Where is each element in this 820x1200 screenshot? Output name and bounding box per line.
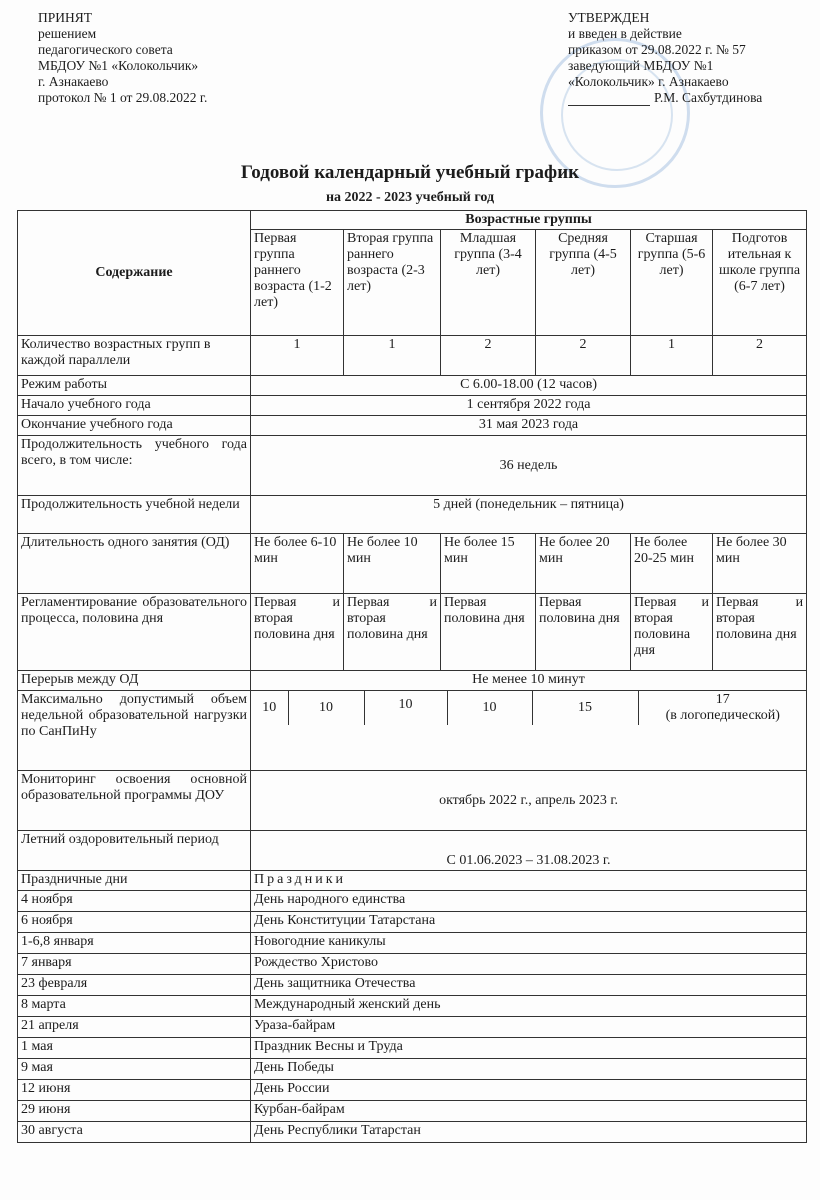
cell-value: Первая и вторая половина дня: [713, 594, 807, 671]
table-row-holidays-header: [18, 871, 807, 891]
cell-value: Первая половина дня: [441, 594, 536, 671]
row-label: Праздничные дни: [18, 871, 251, 891]
holiday-row: [18, 912, 807, 933]
approval-left-line: решением: [38, 26, 97, 41]
table-row: [18, 691, 807, 771]
holiday-name: Международный женский день: [251, 996, 807, 1017]
table-row: [18, 416, 807, 436]
holiday-date: 4 ноября: [18, 891, 251, 912]
table-row: [18, 771, 807, 831]
cell-value: 1: [251, 336, 344, 376]
holiday-name: День Республики Татарстан: [251, 1122, 807, 1143]
holiday-row: [18, 1080, 807, 1101]
cell-value: Первая и вторая половина дня: [344, 594, 441, 671]
cell-value: 1: [344, 336, 441, 376]
cell-value: 10: [447, 691, 532, 725]
approval-left-line: г. Азнакаево: [38, 74, 109, 89]
signature-line: [568, 90, 762, 106]
row-label: Длительность одного занятия (ОД): [18, 534, 251, 594]
table-header-row: [18, 211, 807, 230]
holiday-name: Курбан-байрам: [251, 1101, 807, 1122]
row-label: Продолжительность учебной недели: [18, 496, 251, 534]
holiday-date: 6 ноября: [18, 912, 251, 933]
group-header: Средняя группа (4-5 лет): [536, 230, 631, 336]
approval-right-line: и введен в действие: [568, 26, 682, 41]
cell-value: 17: [715, 692, 730, 707]
cell-value: 1 сентября 2022 года: [251, 396, 807, 416]
holiday-date: 1 мая: [18, 1038, 251, 1059]
max-load-values: [251, 691, 807, 771]
cell-value: 2: [713, 336, 807, 376]
cell-value: Первая и вторая половина дня: [251, 594, 344, 671]
cell-value: 10: [288, 691, 364, 725]
holiday-row: [18, 1122, 807, 1143]
signatory-name: Р.М. Сахбутдинова: [654, 90, 763, 105]
cell-value: 31 мая 2023 года: [251, 416, 807, 436]
group-header: Младшая группа (3-4 лет): [441, 230, 536, 336]
table-row: [18, 496, 807, 534]
max-load-subtable: [251, 691, 807, 725]
cell-value: 10: [262, 700, 277, 715]
table-row: [18, 436, 807, 496]
cell-value: Первая половина дня: [536, 594, 631, 671]
holiday-row: [18, 1038, 807, 1059]
approval-left-line: педагогического совета: [38, 42, 173, 57]
holiday-name: День России: [251, 1080, 807, 1101]
approval-left-line: ПРИНЯТ: [38, 10, 93, 25]
holiday-row: [18, 954, 807, 975]
cell-value: Не более 15 мин: [441, 534, 536, 594]
cell-value: Первая и вторая половина дня: [631, 594, 713, 671]
holiday-row: [18, 1059, 807, 1080]
holiday-date: 21 апреля: [18, 1017, 251, 1038]
table-row: [18, 396, 807, 416]
holiday-name: Рождество Христово: [251, 954, 807, 975]
holiday-date: 9 мая: [18, 1059, 251, 1080]
cell-value: Не более 10 мин: [344, 534, 441, 594]
table-row: [18, 594, 807, 671]
row-label: Режим работы: [18, 376, 251, 396]
holiday-row: [18, 1017, 807, 1038]
header-age-groups: Возрастные группы: [251, 211, 807, 230]
table-row: [18, 534, 807, 594]
row-label: Максимально допустимый объем недельной образовательной нагрузки по СанПиНу: [18, 691, 251, 771]
holiday-name: День защитника Отечества: [251, 975, 807, 996]
holiday-row: [18, 891, 807, 912]
cell-value: Не более 20-25 мин: [631, 534, 713, 594]
document-subtitle: на 2022 - 2023 учебный год: [325, 190, 495, 205]
holiday-date: 23 февраля: [18, 975, 251, 996]
cell-value: 1: [631, 336, 713, 376]
row-label: Мониторинг освоения основной образовательной программы ДОУ: [18, 771, 251, 831]
holiday-date: 8 марта: [18, 996, 251, 1017]
cell-value: С 6.00-18.00 (12 часов): [251, 376, 807, 396]
cell-value: 2: [441, 336, 536, 376]
row-label: Летний оздоровительный период: [18, 831, 251, 871]
cell-value: Не менее 10 минут: [251, 671, 807, 691]
cell-value: 15: [532, 691, 638, 725]
group-header: Подготов ительная к школе группа (6-7 лет): [713, 230, 807, 336]
holiday-row: [18, 933, 807, 954]
header-content: Содержание: [18, 211, 251, 336]
row-label: Количество возрастных групп в каждой параллели: [18, 336, 251, 376]
cell-value: Не более 30 мин: [713, 534, 807, 594]
cell-value: 2: [536, 336, 631, 376]
group-header: Вторая группа раннего возраста (2-3 лет): [344, 230, 441, 336]
holiday-date: 12 июня: [18, 1080, 251, 1101]
cell-value: Не более 6-10 мин: [251, 534, 344, 594]
cell-value-logoped: [638, 691, 807, 725]
table-row: [18, 671, 807, 691]
cell-value: 10: [364, 691, 447, 725]
cell-note: (в логопедической): [665, 708, 780, 723]
holiday-date: 29 июня: [18, 1101, 251, 1122]
row-label: Начало учебного года: [18, 396, 251, 416]
holiday-name: Ураза-байрам: [251, 1017, 807, 1038]
row-label: Окончание учебного года: [18, 416, 251, 436]
cell-value: Не более 20 мин: [536, 534, 631, 594]
approval-block-right: [568, 10, 762, 106]
holiday-date: 1-6,8 января: [18, 933, 251, 954]
approval-right-line: приказом от 29.08.2022 г. № 57: [568, 42, 746, 57]
table-row: [18, 376, 807, 396]
holiday-date: 7 января: [18, 954, 251, 975]
holiday-name: День Победы: [251, 1059, 807, 1080]
holiday-name: Праздник Весны и Труда: [251, 1038, 807, 1059]
cell-value: С 01.06.2023 – 31.08.2023 г.: [251, 831, 807, 871]
holiday-row: [18, 975, 807, 996]
holiday-row: [18, 996, 807, 1017]
signature-blank: [568, 93, 650, 106]
approval-right-line: УТВЕРЖДЕН: [568, 10, 650, 25]
cell-value: Праздники: [251, 871, 807, 891]
row-label: Регламентирование образовательного процесса, половина дня: [18, 594, 251, 671]
cell-value: октябрь 2022 г., апрель 2023 г.: [251, 771, 807, 831]
approval-left-line: протокол № 1 от 29.08.2022 г.: [38, 90, 208, 105]
cell-value: 36 недель: [251, 436, 807, 496]
row-label: Перерыв между ОД: [18, 671, 251, 691]
holiday-name: День Конституции Татарстана: [251, 912, 807, 933]
document-title: Годовой календарный учебный график: [240, 162, 580, 183]
approval-block-left: [38, 10, 207, 106]
cell-value: 5 дней (понедельник – пятница): [251, 496, 807, 534]
holiday-name: День народного единства: [251, 891, 807, 912]
row-label: Продолжительность учебного года всего, в том числе:: [18, 436, 251, 496]
holiday-row: [18, 1101, 807, 1122]
table-row: [18, 831, 807, 871]
approval-left-line: МБДОУ №1 «Колокольчик»: [38, 58, 199, 73]
group-header: Первая группа раннего возраста (1-2 лет): [251, 230, 344, 336]
approval-right-line: заведующий МБДОУ №1: [568, 58, 714, 73]
holiday-date: 30 августа: [18, 1122, 251, 1143]
holiday-name: Новогодние каникулы: [251, 933, 807, 954]
table-row: [18, 336, 807, 376]
group-header: Старшая группа (5-6 лет): [631, 230, 713, 336]
approval-right-line: «Колокольчик» г. Азнакаево: [568, 74, 729, 89]
schedule-table: [17, 210, 807, 1143]
